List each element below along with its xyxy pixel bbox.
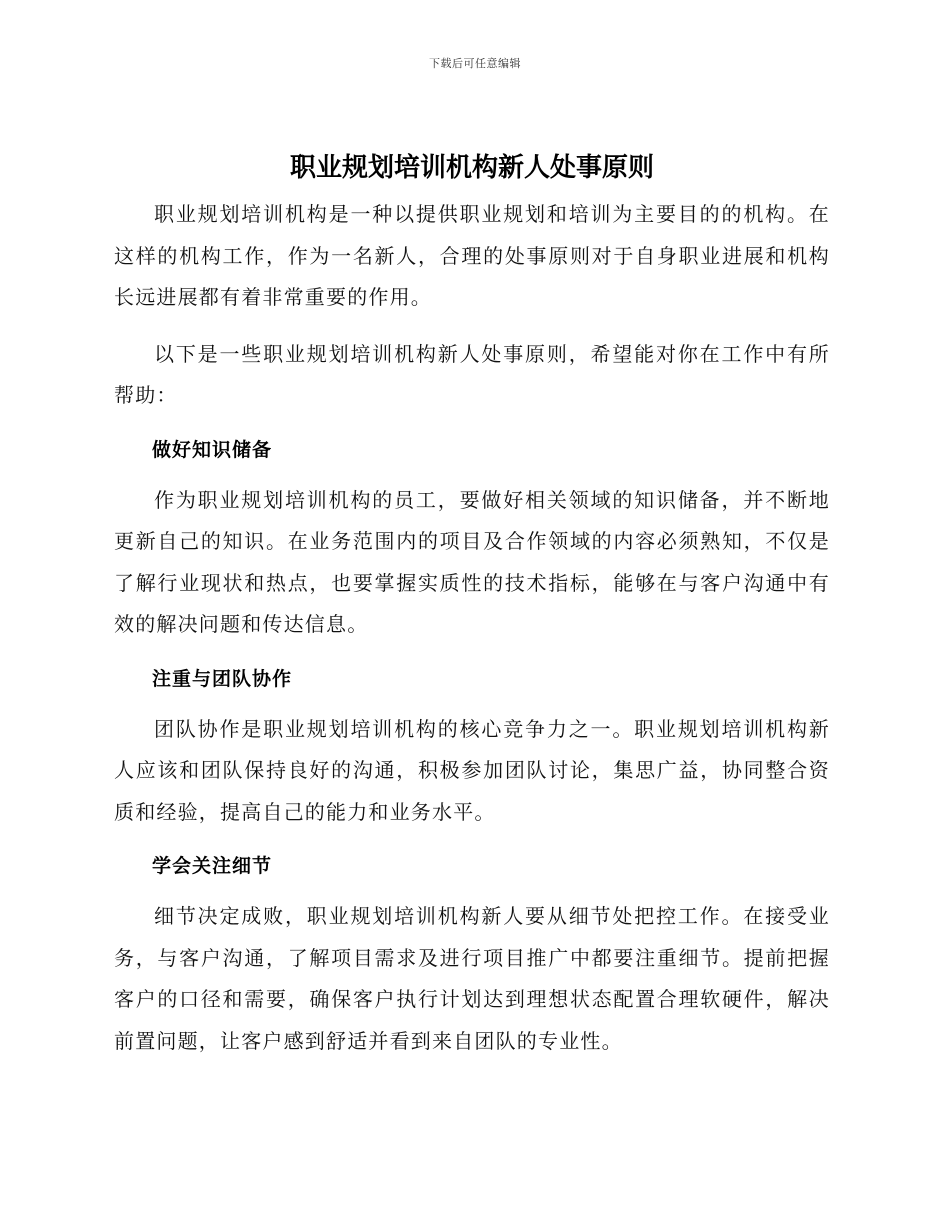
intro-paragraph-1: 职业规划培训机构是一种以提供职业规划和培训为主要目的的机构。在这样的机构工作，作为一名新人，合理的处事原则对于自身职业进展和机构长远进展都有着非常重要的作用。 xyxy=(114,202,830,309)
document-title: 职业规划培训机构新人处事原则 xyxy=(289,153,654,183)
section-body-teamwork: 团队协作是职业规划培训机构的核心竞争力之一。职业规划培训机构新人应该和团队保持良好的沟通，积极参加团队讨论，集思广益，协同整合资质和经验，提高自己的能力和业务水平。 xyxy=(114,716,830,824)
intro-paragraph-2: 以下是一些职业规划培训机构新人处事原则，希望能对你在工作中有所帮助： xyxy=(114,341,830,407)
header-note: 下载后可任意编辑 xyxy=(429,57,521,70)
section-body-knowledge: 作为职业规划培训机构的员工，要做好相关领域的知识储备，并不断地更新自己的知识。在业务范围内的项目及合作领域的内容必须熟知，不仅是了解行业现状和热点，也要掌握实质性的技术指标，能够在与客户沟通中有效的解决问题和传达信息。 xyxy=(114,487,830,636)
section-heading-details: 学会关注细节 xyxy=(152,855,273,877)
section-heading-teamwork: 注重与团队协作 xyxy=(152,667,293,690)
section-body-details: 细节决定成败，职业规划培训机构新人要从细节处把控工作。在接受业务，与客户沟通，了解项目需求及进行项目推广中都要注重细节。提前把握客户的口径和需要，确保客户执行计划达到理想状态配置合理软硬件，解决前置问题，让客户感到舒适并看到来自团队的专业性。 xyxy=(114,904,830,1053)
section-heading-knowledge: 做好知识储备 xyxy=(152,438,273,461)
document-body xyxy=(114,150,830,1077)
